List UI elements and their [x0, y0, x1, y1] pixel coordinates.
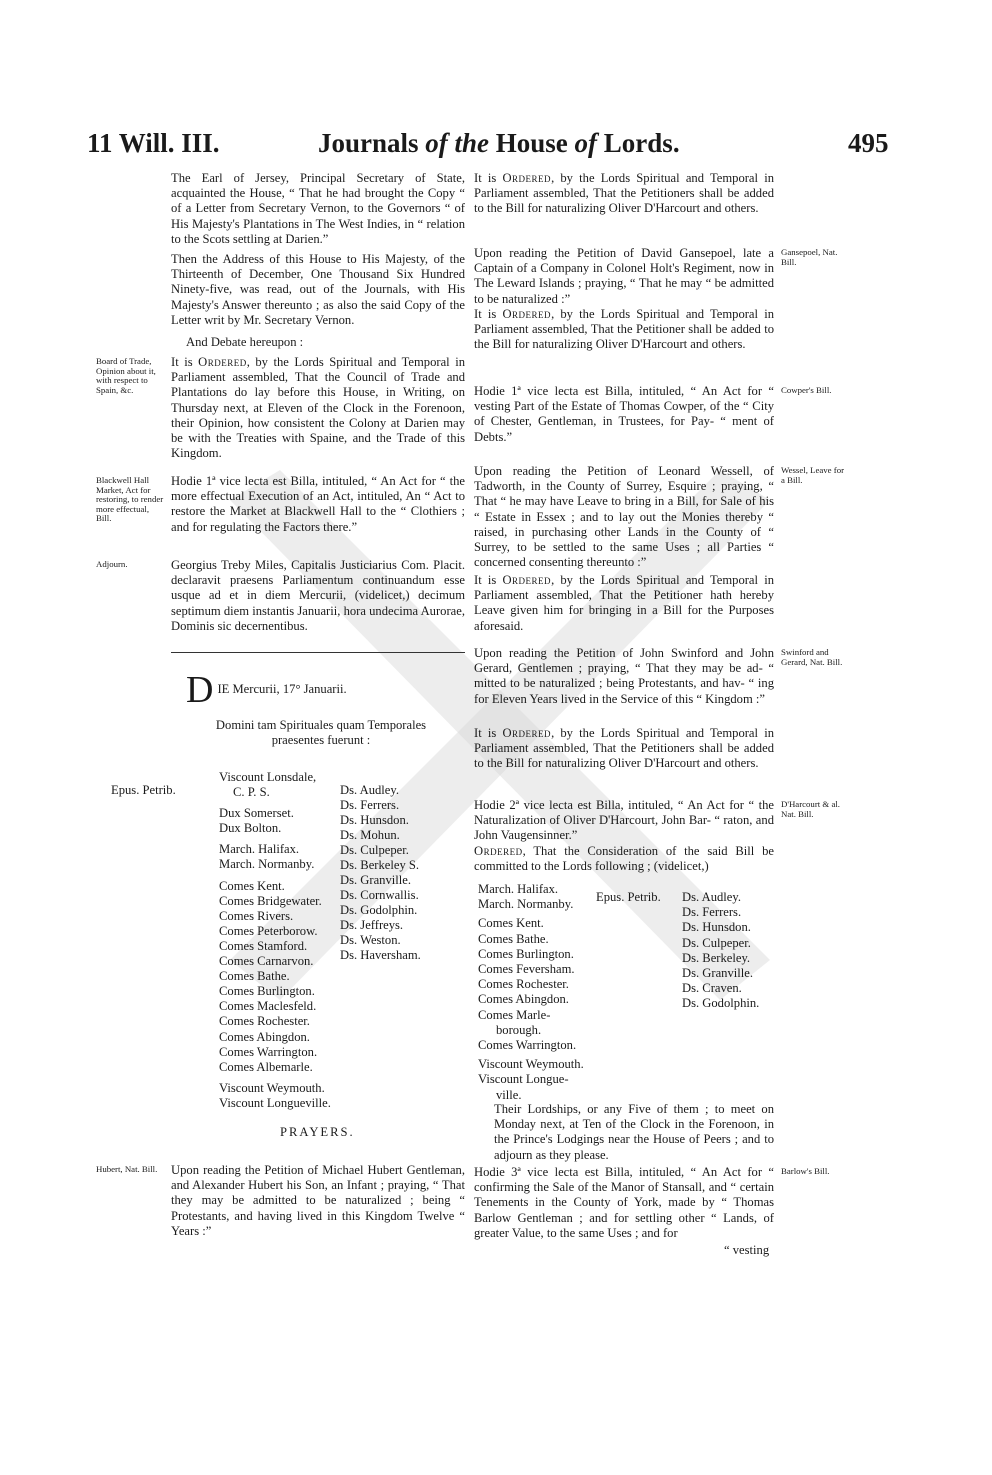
section-divider [171, 652, 465, 653]
header-regnal-year: 11 Will. III. [87, 128, 220, 158]
left-para-3: And Debate hereupon : [186, 335, 304, 349]
margin-note-wessel: Wessel, Leave for a Bill. [781, 465, 845, 485]
right-para-1: It is Ordered, by the Lords Spiritual and Temporal in Parliament assembled, That the Petitioners shall be added to the Bill for naturalizing Oliver D'Harcourt and others. [474, 171, 774, 216]
right-para-3: It is Ordered, by the Lords Spiritual and Temporal in Parliament assembled, That the Petitioner shall be added to the Bill for naturalizing Oliver D'Harcourt and others. [474, 307, 774, 352]
right-para-11: Their Lordships, or any Five of them ; to meet on Monday next, at Ten of the Clock in the Forenoon, in the Prince's Lodgings near the House of Peers ; and to adjourn as they please. [494, 1102, 774, 1162]
margin-note-board-of-trade: Board of Trade, Opinion about it, with respect to Spain, &c. [96, 356, 156, 395]
right-para-2: Upon reading the Petition of David Gansepoel, late a Captain of a Company in Colonel Holt's Regiment, now in The Leward Islands ; praying, “ That he may “ be admitted to be naturalized :” [474, 246, 774, 306]
right-para-5: Upon reading the Petition of Leonard Wessell, of Tadworth, in the County of Surrey, Esquire ; praying, “ That “ he may have Leave to bring in a Bill, for Sale of his “ Estate in Essex ; and to lay out the Monies thereby “ raised, in purchasing other Lands in the County of “ Surrey, to be settled to the same Uses ; all Parties “ concerned consenting thereunto :” [474, 464, 774, 570]
left-para-4: It is Ordered, by the Lords Spiritual and Temporal in Parliament assembled, That the Council of Trade and Plantations do lay before this House, in Writing, on Thursday next, at Eleven of the Clock in the Forenoon, their Opinion, how consistent the Colony at Darien may be with the Treaties with Spaine, and the Trade of this Kingdom. [171, 355, 465, 461]
left-para-1: The Earl of Jersey, Principal Secretary of State, acquainted the House, “ That he had brought the Copy “ of a Letter from Secretary Vernon, to the Governors “ of His Majesty's Plantations in The West Indies, in “ relation to the Scots settling at Darien.” [171, 171, 465, 246]
right-para-4: Hodie 1ª vice lecta est Billa, intituled, “ An Act for “ vesting Part of the Estate of Thomas Cowper, of the “ City of Chester, Gentleman, in Trustees, for Pay- “ ment of Debts.” [474, 384, 774, 444]
right-para-7: Upon reading the Petition of John Swinford and John Gerard, Gentlemen ; praying, “ That they may be ad- “ mitted to be naturalized ; being Protestants, and hav- “ ing for Eleven Years lived in the Service of this “ Kingdom :” [474, 646, 774, 706]
bishop-peterborough: Epus. Petrib. [111, 783, 176, 797]
committee-column-3: Ds. Audley. Ds. Ferrers. Ds. Hunsdon. Ds. Culpeper. Ds. Berkeley. Ds. Granville. Ds. Craven. Ds. Godolphin. [682, 890, 760, 1011]
lords-present-column-a: Viscount Lonsdale, C. P. S. Dux Somerset. Dux Bolton. March. Halifax. March. Normanby. Comes Kent. Comes Bridgewater. Comes Rivers. Comes Peterborow. Comes Stamford. Comes Carnarvon. Comes Bathe. Comes Burlington. Comes Maclesfeld. Comes Rochester. Comes Abingdon. Comes Warrington. Comes Albemarle. Viscount Weymouth. Viscount Longueville. [219, 770, 331, 1110]
right-para-12: Hodie 3ª vice lecta est Billa, intituled, “ An Act for “ confirming the Sale of the Manor of Stansall, and “ certain Tenements in the County of York, made by “ Thomas Barlow Gentleman ; and for settling other “ Lands, of greater Value, to the same Uses ; and for [474, 1165, 774, 1240]
session-date: DIE Mercurii, 17° Januarii. [186, 669, 347, 711]
left-para-5: Hodie 1ª vice lecta est Billa, intituled, “ An Act for “ the more effectual Execution of an Act, intituled, An “ Act to restore the Market at Blackwell Hall to the “ Clothiers ; and for regulating the Factors there.” [171, 474, 465, 534]
prayers-heading: PRAYERS. [280, 1125, 355, 1139]
present-heading: Domini tam Spirituales quam Temporales praesentes fuerunt : [215, 718, 427, 748]
margin-note-gansepoel: Gansepoel, Nat. Bill. [781, 247, 838, 267]
committee-column-1: March. Halifax. March. Normanby. Comes Kent. Comes Bathe. Comes Burlington. Comes Feversham. Comes Rochester. Comes Abingdon. Comes Marle- borough. Comes Warrington. Viscount Weymouth. Viscount Longue- ville. [478, 882, 584, 1102]
margin-note-dharcourt: D'Harcourt & al. Nat. Bill. [781, 799, 840, 819]
page-number: 495 [848, 128, 889, 158]
margin-note-swinford: Swinford and Gerard, Nat. Bill. [781, 647, 843, 667]
right-para-8: It is Ordered, by the Lords Spiritual and Temporal in Parliament assembled, That the Petitioners shall be added to the Bill for naturalizing Oliver D'Harcourt and others. [474, 726, 774, 771]
margin-note-blackwell-hall: Blackwell Hall Market, Act for restoring, to render more effectual, Bill. [96, 475, 164, 524]
left-para-7: Upon reading the Petition of Michael Hubert Gentleman, and Alexander Hubert his Son, an Infant ; praying, “ That they may be admitted to be naturalized ; being “ Protestants, and having lived in this Kingdom Twelve “ Years :” [171, 1163, 465, 1238]
margin-note-adjourn: Adjourn. [96, 559, 128, 569]
catchword: “ vesting [724, 1243, 770, 1257]
left-para-2: Then the Address of this House to His Majesty, of the Thirteenth of December, One Thousand Six Hundred Ninety-five, was read, out of the Journals, with His Majesty's Answer thereunto ; as also the said Copy of the Letter writ by Mr. Secretary Vernon. [171, 252, 465, 327]
right-para-9: Hodie 2ª vice lecta est Billa, intituled, “ An Act for “ the Naturalization of Oliver D'Harcourt, John Bar- “ raton, and John Vaugensinner.” [474, 798, 774, 843]
lords-present-column-b: Ds. Audley. Ds. Ferrers. Ds. Hunsdon. Ds. Mohun. Ds. Culpeper. Ds. Berkeley S. Ds. Granville. Ds. Cornwallis. Ds. Godolphin. Ds. Jeffreys. Ds. Weston. Ds. Haversham. [340, 783, 421, 962]
margin-note-hubert: Hubert, Nat. Bill. [96, 1164, 158, 1174]
right-para-6: It is Ordered, by the Lords Spiritual and Temporal in Parliament assembled, That the Petitioner hath hereby Leave given him for bringing in a Bill for the Purposes aforesaid. [474, 573, 774, 633]
right-para-10: Ordered, That the Consideration of the said Bill be committed to the Lords following ; (videlicet,) [474, 844, 774, 874]
committee-bishop: Epus. Petrib. [596, 890, 661, 904]
header-title: Journals of the House of Lords. [318, 128, 680, 158]
left-para-6: Georgius Treby Miles, Capitalis Justiciarius Com. Placit. declaravit praesens Parliamentum continuandum esse usque ad et in diem Mercurii, (videlicet,) decimum septimum diem instantis Januarii, hora undecima Aurorae, Dominis sic decernentibus. [171, 558, 465, 633]
margin-note-cowper: Cowper's Bill. [781, 385, 832, 395]
margin-note-barlow: Barlow's Bill. [781, 1166, 830, 1176]
